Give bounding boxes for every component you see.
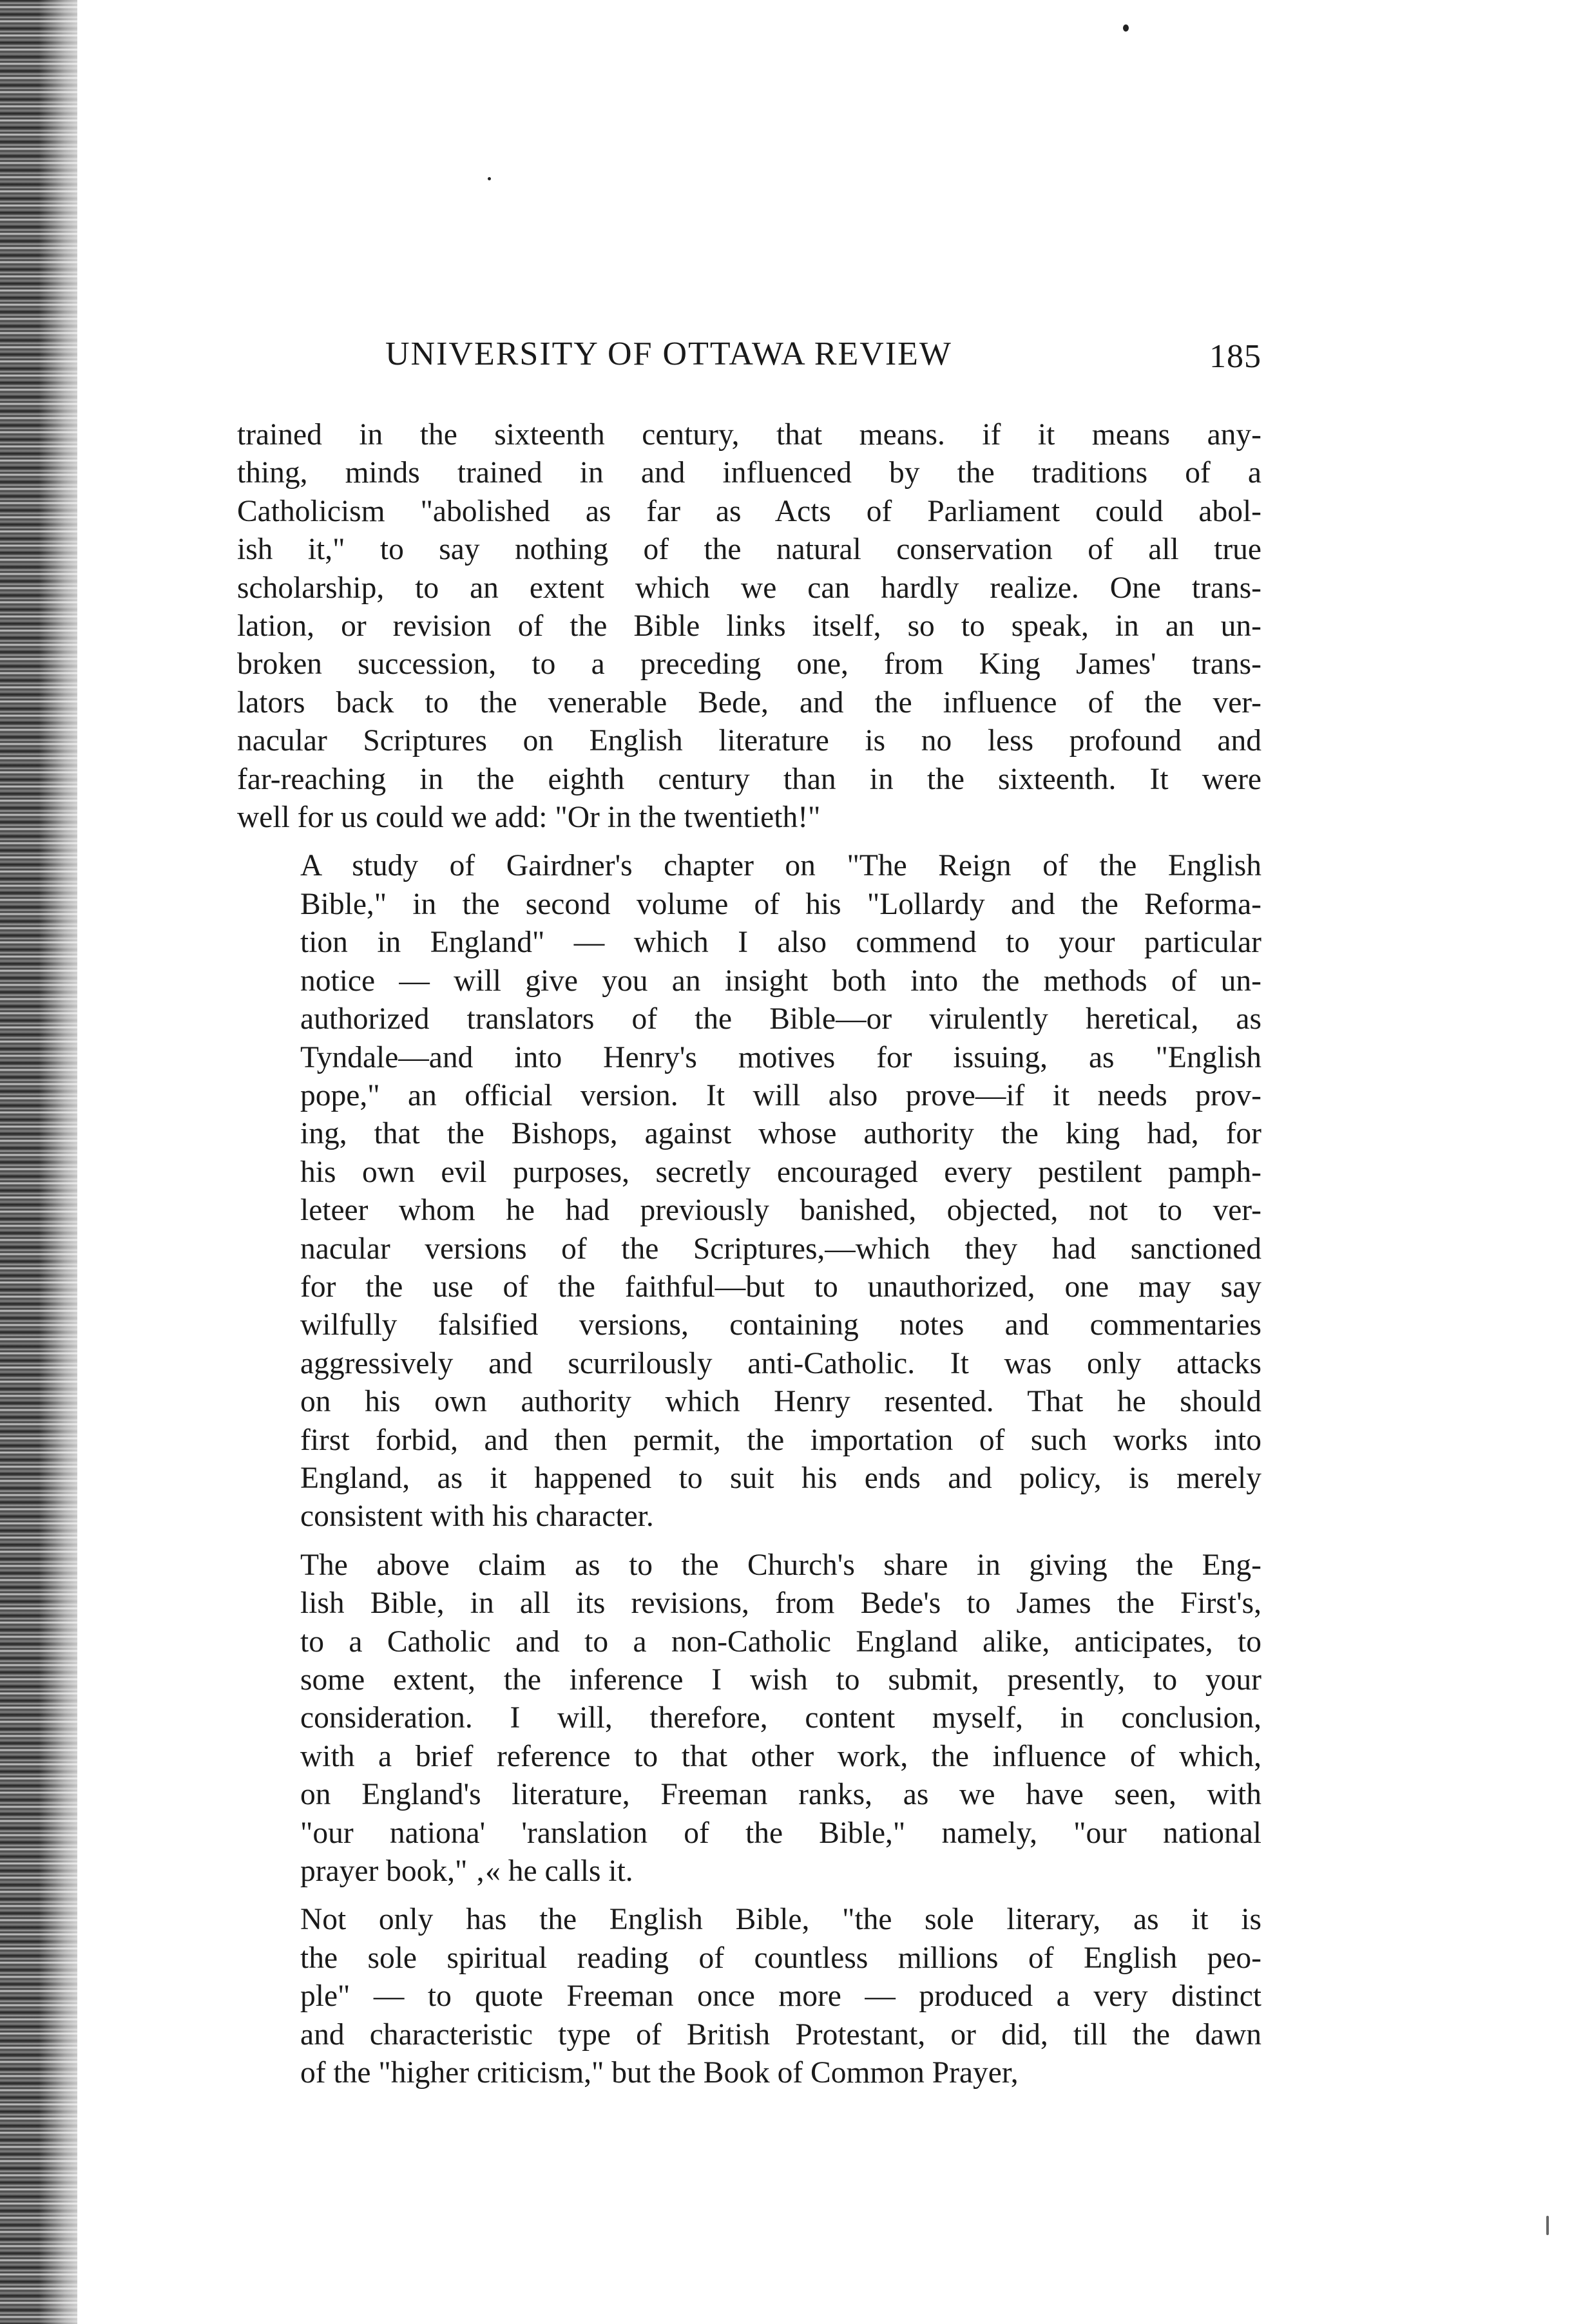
paragraph xyxy=(237,416,1261,837)
text-line: lators back to the venerable Bede, and the influence of the ver- xyxy=(237,685,1261,719)
text-line: well for us could we add: "Or in the twentieth!" xyxy=(237,801,821,835)
text-line: ing, that the Bishops, against whose authority the king had, for xyxy=(300,1117,1261,1151)
scan-speck-bottom-right xyxy=(1546,2216,1549,2235)
text-line: broken succession, to a preceding one, from King James' trans- xyxy=(237,647,1261,681)
text-line: with a brief reference to that other work, the influence of which, xyxy=(300,1739,1261,1773)
text-line: ple" — to quote Freeman once more — produced a very distinct xyxy=(300,1979,1261,2014)
text-line: A study of Gairdner's chapter on "The Reign of the English xyxy=(300,849,1261,883)
text-line: prayer book," ‚« he calls it. xyxy=(300,1854,633,1889)
text-line: "our nationa' 'ranslation of the Bible," namely, "our national xyxy=(300,1816,1261,1850)
running-header xyxy=(237,335,1261,386)
text-line: nacular versions of the Scriptures,—which they had sanctioned xyxy=(300,1232,1261,1266)
text-line: ish it," to say nothing of the natural conservation of all true xyxy=(237,533,1261,567)
scan-edge-shadow xyxy=(39,0,97,2324)
text-line: leteer whom he had previously banished, objected, not to ver- xyxy=(300,1194,1261,1228)
body-text xyxy=(237,416,1261,2092)
text-line: consideration. I will, therefore, content myself, in conclusion, xyxy=(300,1701,1261,1735)
text-line: consistent with his character. xyxy=(300,1500,654,1534)
scan-speck-upper xyxy=(488,177,491,180)
paragraph xyxy=(237,1901,1261,2092)
text-line: wilfully falsified versions, containing notes and commentaries xyxy=(300,1308,1261,1342)
text-line: pope," an official version. It will also prove—if it needs prov- xyxy=(300,1078,1261,1112)
text-line: Bible," in the second volume of his "Lollardy and the Reforma- xyxy=(300,887,1261,921)
text-line: authorized translators of the Bible—or virulently heretical, as xyxy=(300,1002,1261,1036)
page-number: 185 xyxy=(1209,338,1261,375)
text-line: notice — will give you an insight both into the methods of un- xyxy=(300,964,1261,998)
text-line: of the "higher criticism," but the Book of Common Prayer, xyxy=(300,2056,1019,2090)
running-title: UNIVERSITY OF OTTAWA REVIEW xyxy=(385,336,952,372)
text-line: Tyndale—and into Henry's motives for issuing, as "English xyxy=(300,1040,1261,1074)
scan-speck-top xyxy=(1123,24,1129,32)
paragraph xyxy=(237,847,1261,1536)
text-line: on England's literature, Freeman ranks, as we have seen, with xyxy=(300,1778,1261,1812)
text-line: tion in England" — which I also commend to your particular xyxy=(300,926,1261,960)
book-page xyxy=(237,335,1261,2092)
text-line: to a Catholic and to a non-Catholic England alike, anticipates, to xyxy=(300,1624,1261,1659)
text-line: some extent, the inference I wish to submit, presently, to your xyxy=(300,1663,1261,1697)
text-line: lation, or revision of the Bible links itself, so to speak, in an un- xyxy=(237,609,1261,643)
text-line: trained in the sixteenth century, that means. if it means any- xyxy=(237,418,1261,452)
text-line: far-reaching in the eighth century than in the sixteenth. It were xyxy=(237,762,1261,796)
text-line: his own evil purposes, secretly encouraged every pestilent pamph- xyxy=(300,1155,1261,1189)
text-line: the sole spiritual reading of countless millions of English peo- xyxy=(300,1941,1261,1975)
text-line: and characteristic type of British Protestant, or did, till the dawn xyxy=(300,2017,1261,2052)
paragraph xyxy=(237,1547,1261,1891)
text-line: aggressively and scurrilously anti-Catholic. It was only attacks xyxy=(300,1346,1261,1380)
text-line: England, as it happened to suit his ends and policy, is merely xyxy=(300,1461,1261,1495)
text-line: for the use of the faithful—but to unauthorized, one may say xyxy=(300,1270,1261,1304)
text-line: nacular Scriptures on English literature is no less profound and xyxy=(237,724,1261,758)
text-line: The above claim as to the Church's share in giving the Eng- xyxy=(300,1548,1261,1582)
text-line: scholarship, to an extent which we can hardly realize. One trans- xyxy=(237,571,1261,605)
text-line: lish Bible, in all its revisions, from Bede's to James the First's, xyxy=(300,1586,1261,1621)
text-line: Not only has the English Bible, "the sole literary, as it is xyxy=(300,1903,1261,1937)
text-line: thing, minds trained in and influenced by the traditions of a xyxy=(237,456,1261,490)
text-line: first forbid, and then permit, the importation of such works into xyxy=(300,1423,1261,1457)
text-line: on his own authority which Henry resented. That he should xyxy=(300,1385,1261,1419)
text-line: Catholicism "abolished as far as Acts of Parliament could abol- xyxy=(237,494,1261,528)
